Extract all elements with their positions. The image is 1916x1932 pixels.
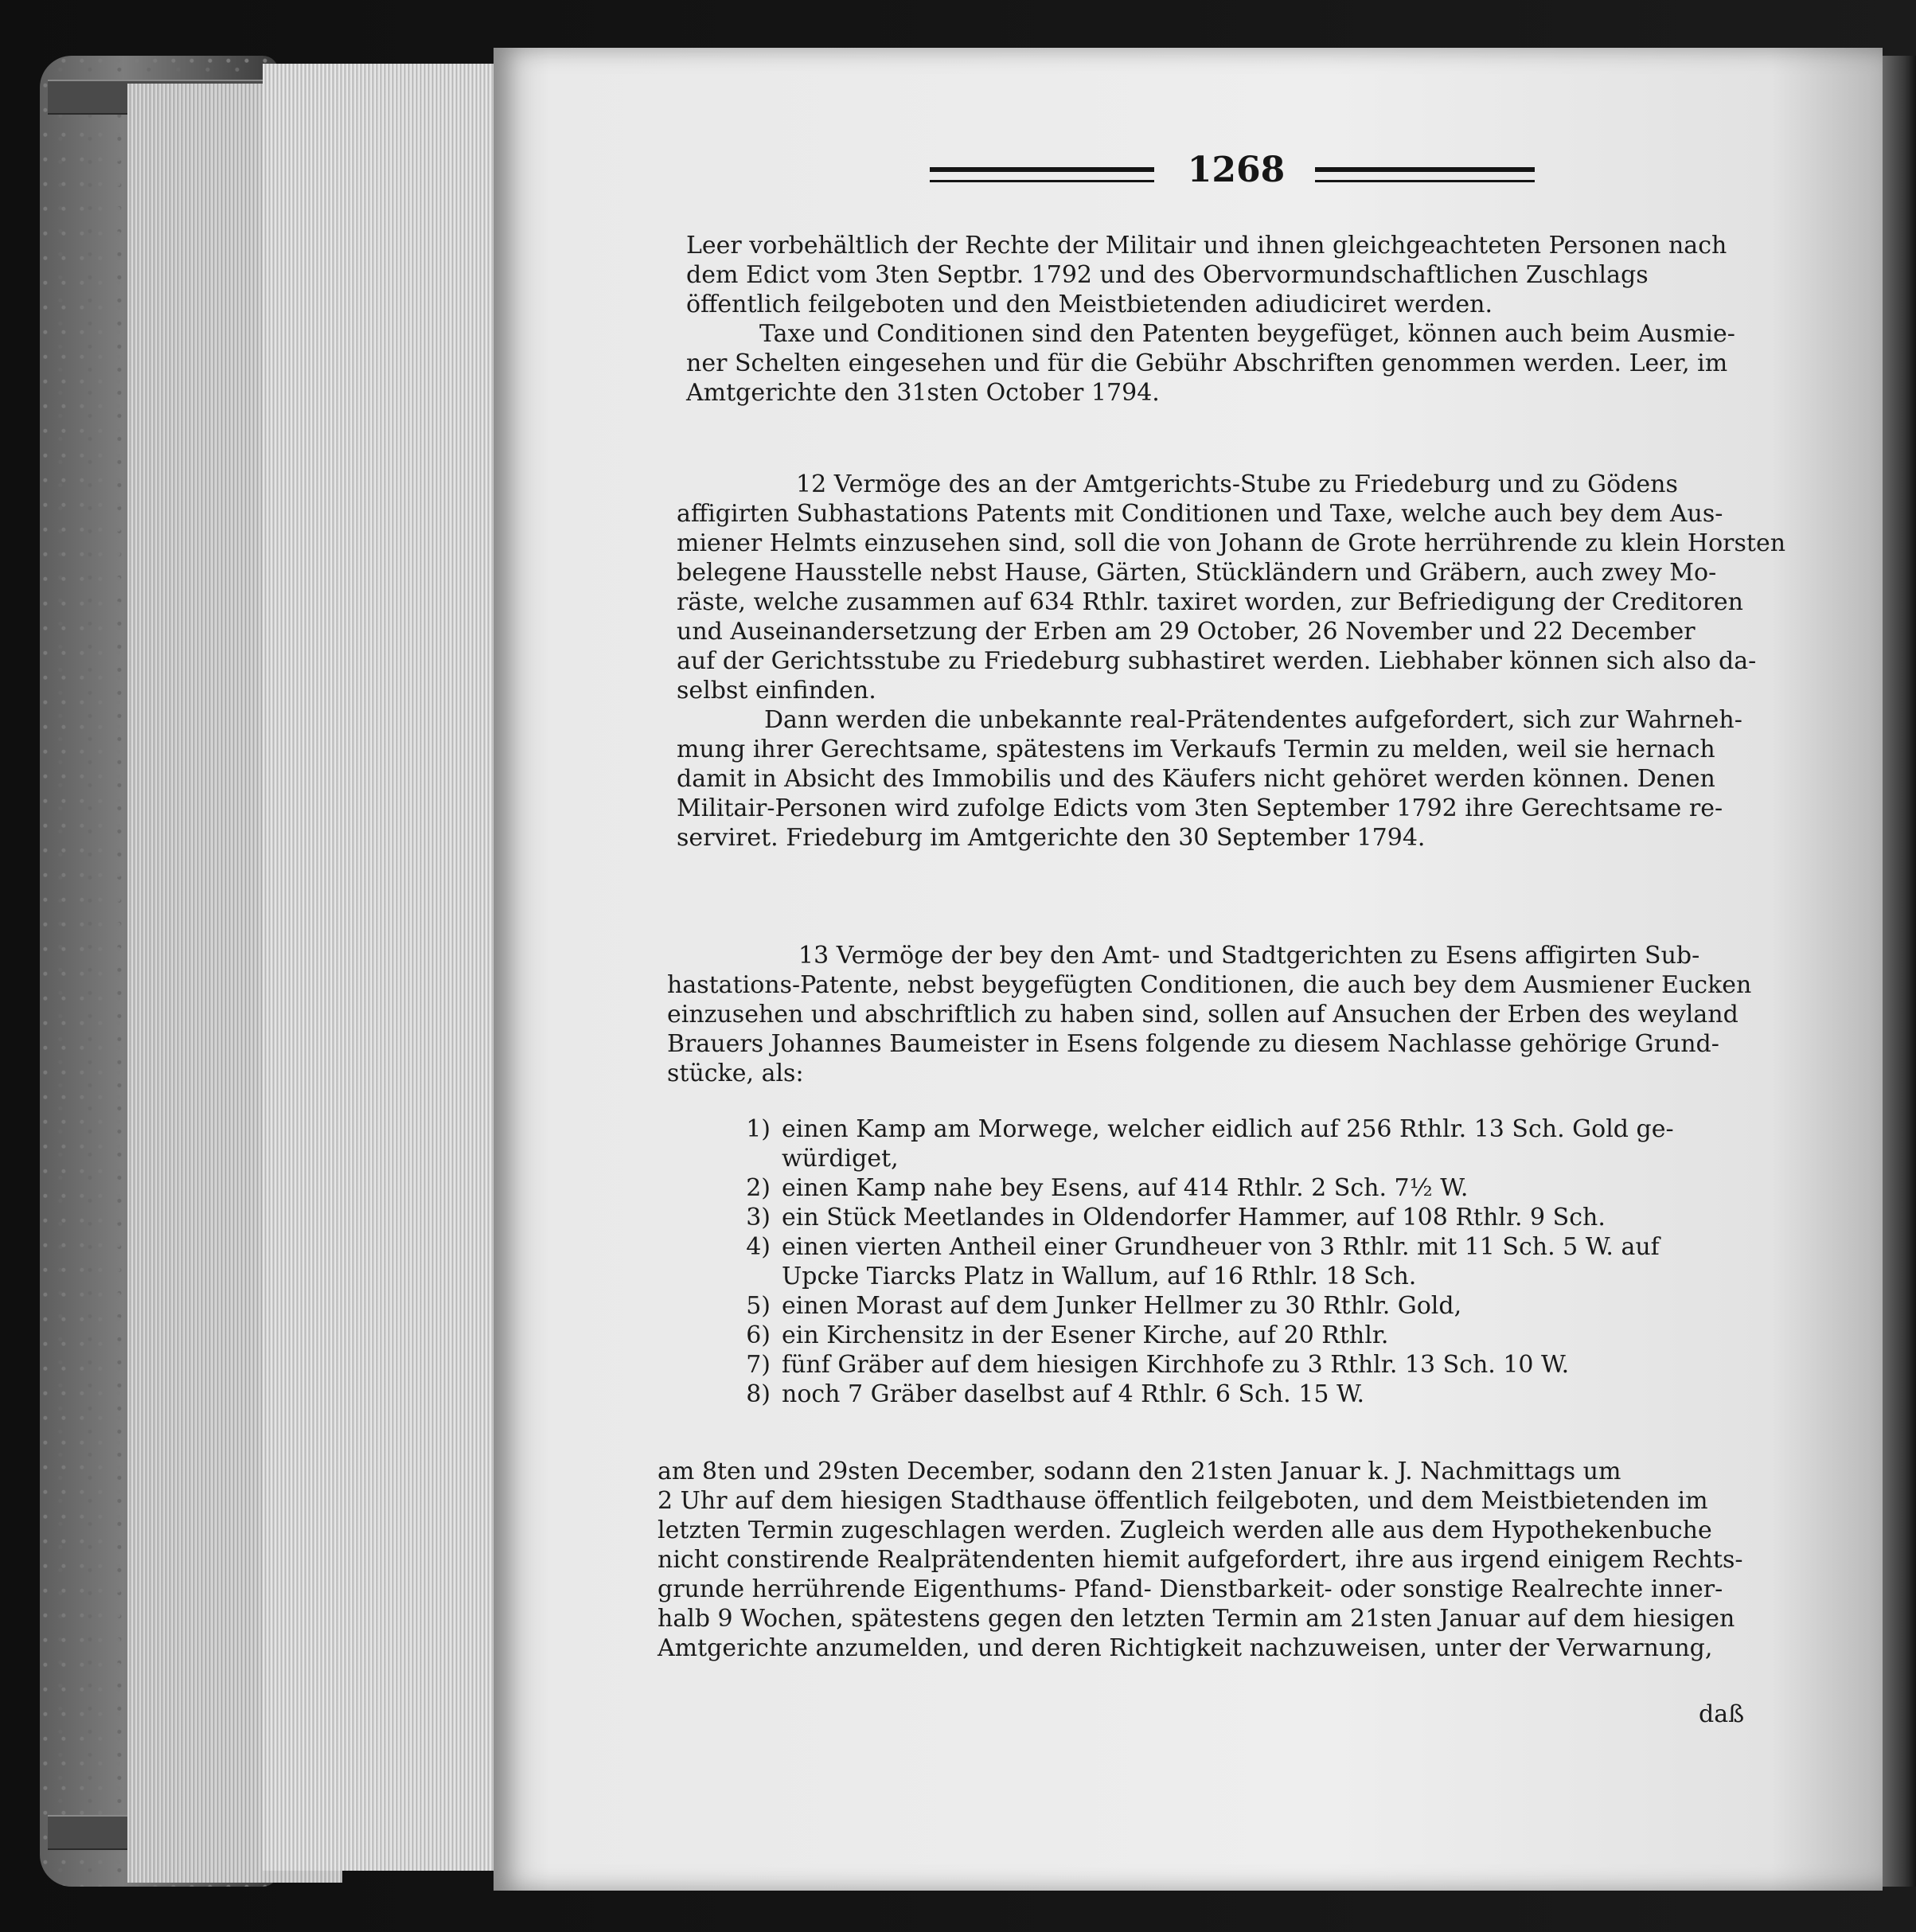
item-text: ein Stück Meetlandes in Oldendorfer Hammer, auf 108 Rthlr. 9 Sch. bbox=[782, 1204, 1606, 1231]
text-block-d bbox=[658, 1457, 1743, 1663]
text-line: Amtgerichte anzumelden, und deren Richtigkeit nachzuweisen, unter der Verwarnung, bbox=[658, 1634, 1713, 1662]
list-item bbox=[699, 1291, 1674, 1321]
text-line: Militair-Personen wird zufolge Edicts vom 3ten September 1792 ihre Gerechtsame re- bbox=[677, 794, 1723, 822]
list-item bbox=[699, 1232, 1674, 1291]
catchword: daß bbox=[1699, 1700, 1745, 1728]
text-line: mung ihrer Gerechtsame, spätestens im Verkaufs Termin zu melden, weil sie hernach bbox=[677, 736, 1715, 763]
text-line: 13 Vermöge der bey den Amt- und Stadtgerichten zu Esens affigirten Sub- bbox=[798, 942, 1700, 970]
text-line: belegene Hausstelle nebst Hause, Gärten, Stückländern und Gräbern, auch zwey Mo- bbox=[677, 559, 1717, 587]
item-number: 7) bbox=[746, 1351, 771, 1379]
text-line: ner Schelten eingesehen und für die Gebühr Abschriften genommen werden. Leer, im bbox=[686, 349, 1728, 377]
header-rule bbox=[1315, 167, 1535, 182]
text-line: Brauers Johannes Baumeister in Esens folgende zu diesem Nachlasse gehörige Grund- bbox=[667, 1030, 1719, 1058]
text-line: einzusehen und abschriftlich zu haben sind, sollen auf Ansuchen der Erben des weyland bbox=[667, 1001, 1738, 1028]
item-text: einen Kamp am Morwege, welcher eidlich auf 256 Rthlr. 13 Sch. Gold ge- bbox=[782, 1115, 1674, 1143]
item-continuation: Upcke Tiarcks Platz in Wallum, auf 16 Rthlr. 18 Sch. bbox=[782, 1263, 1417, 1290]
text-line: 2 Uhr auf dem hiesigen Stadthause öffentlich feilgeboten, und dem Meistbietenden im bbox=[658, 1487, 1708, 1515]
item-text: noch 7 Gräber daselbst auf 4 Rthlr. 6 Sch. 15 W. bbox=[782, 1380, 1365, 1408]
text-line: halb 9 Wochen, spätestens gegen den letzten Termin am 21sten Januar auf dem hiesigen bbox=[658, 1605, 1735, 1633]
item-text: fünf Gräber auf dem hiesigen Kirchhofe zu 3 Rthlr. 13 Sch. 10 W. bbox=[782, 1351, 1570, 1379]
header-rule bbox=[930, 167, 1154, 182]
property-list bbox=[699, 1114, 1674, 1409]
text-line: letzten Termin zugeschlagen werden. Zugleich werden alle aus dem Hypothekenbuche bbox=[658, 1516, 1712, 1544]
text-line: räste, welche zusammen auf 634 Rthlr. taxiret worden, zur Befriedigung der Creditoren bbox=[677, 588, 1743, 616]
item-number: 4) bbox=[746, 1233, 771, 1261]
text-block-b bbox=[677, 470, 1785, 853]
item-number: 2) bbox=[746, 1174, 771, 1202]
item-text: einen vierten Antheil einer Grundheuer von 3 Rthlr. mit 11 Sch. 5 W. auf bbox=[782, 1233, 1660, 1261]
list-item bbox=[699, 1203, 1674, 1232]
item-number: 8) bbox=[746, 1380, 771, 1408]
list-item bbox=[699, 1350, 1674, 1380]
item-continuation: würdiget, bbox=[782, 1145, 899, 1173]
item-text: einen Kamp nahe bey Esens, auf 414 Rthlr. 2 Sch. 7½ W. bbox=[782, 1174, 1469, 1202]
text-line: damit in Absicht des Immobilis und des Käufers nicht gehöret werden können. Denen bbox=[677, 765, 1715, 793]
text-line: dem Edict vom 3ten Septbr. 1792 und des Obervormundschaftlichen Zuschlags bbox=[686, 261, 1649, 289]
item-number: 3) bbox=[746, 1204, 771, 1231]
text-line: Amtgerichte den 31sten October 1794. bbox=[686, 379, 1160, 407]
text-line: grunde herrührende Eigenthums- Pfand- Dienstbarkeit- oder sonstige Realrechte inner- bbox=[658, 1575, 1723, 1603]
text-line: hastations-Patente, nebst beygefügten Conditionen, die auch bey dem Ausmiener Eucken bbox=[667, 971, 1752, 999]
text-block-a bbox=[686, 231, 1735, 408]
list-item bbox=[699, 1173, 1674, 1203]
text-line: selbst einfinden. bbox=[677, 677, 876, 704]
text-block-c bbox=[667, 941, 1751, 1088]
text-line: serviret. Friedeburg im Amtgerichte den 30 September 1794. bbox=[677, 824, 1426, 852]
text-line: stücke, als: bbox=[667, 1060, 804, 1087]
item-number: 6) bbox=[746, 1321, 771, 1349]
page-edges bbox=[263, 64, 501, 1871]
text-line: Dann werden die unbekannte real-Prätendentes aufgefordert, sich zur Wahrneh- bbox=[764, 706, 1742, 734]
list-item bbox=[699, 1114, 1674, 1173]
text-line: auf der Gerichtsstube zu Friedeburg subhastiret werden. Liebhaber können sich also da- bbox=[677, 647, 1757, 675]
text-line: am 8ten und 29sten December, sodann den 21sten Januar k. J. Nachmittags um bbox=[658, 1458, 1621, 1485]
item-number: 1) bbox=[746, 1115, 771, 1143]
text-line: affigirten Subhastations Patents mit Conditionen und Taxe, welche auch bey dem Aus- bbox=[677, 500, 1723, 528]
text-line: Taxe und Conditionen sind den Patenten beygefüget, können auch beim Ausmie- bbox=[759, 320, 1735, 348]
text-line: und Auseinandersetzung der Erben am 29 October, 26 November und 22 December bbox=[677, 618, 1696, 646]
page-header bbox=[930, 150, 1535, 193]
text-line: 12 Vermöge des an der Amtgerichts-Stube zu Friedeburg und zu Gödens bbox=[796, 470, 1678, 498]
text-line: miener Helmts einzusehen sind, soll die von Johann de Grote herrührende zu klein Horsten bbox=[677, 529, 1786, 557]
item-text: ein Kirchensitz in der Esener Kirche, auf 20 Rthlr. bbox=[782, 1321, 1389, 1349]
text-line: Leer vorbehältlich der Rechte der Militair und ihnen gleichgeachteten Personen nach bbox=[686, 232, 1727, 260]
item-text: einen Morast auf dem Junker Hellmer zu 30 Rthlr. Gold, bbox=[782, 1292, 1462, 1320]
page-number: 1268 bbox=[1187, 150, 1286, 190]
item-number: 5) bbox=[746, 1292, 771, 1320]
text-line: öffentlich feilgeboten und den Meistbietenden adiudiciret werden. bbox=[686, 291, 1493, 318]
list-item bbox=[699, 1321, 1674, 1350]
list-item bbox=[699, 1380, 1674, 1409]
text-line: nicht constirende Realprätendenten hiemit aufgefordert, ihre aus irgend einigem Rechts- bbox=[658, 1546, 1743, 1574]
